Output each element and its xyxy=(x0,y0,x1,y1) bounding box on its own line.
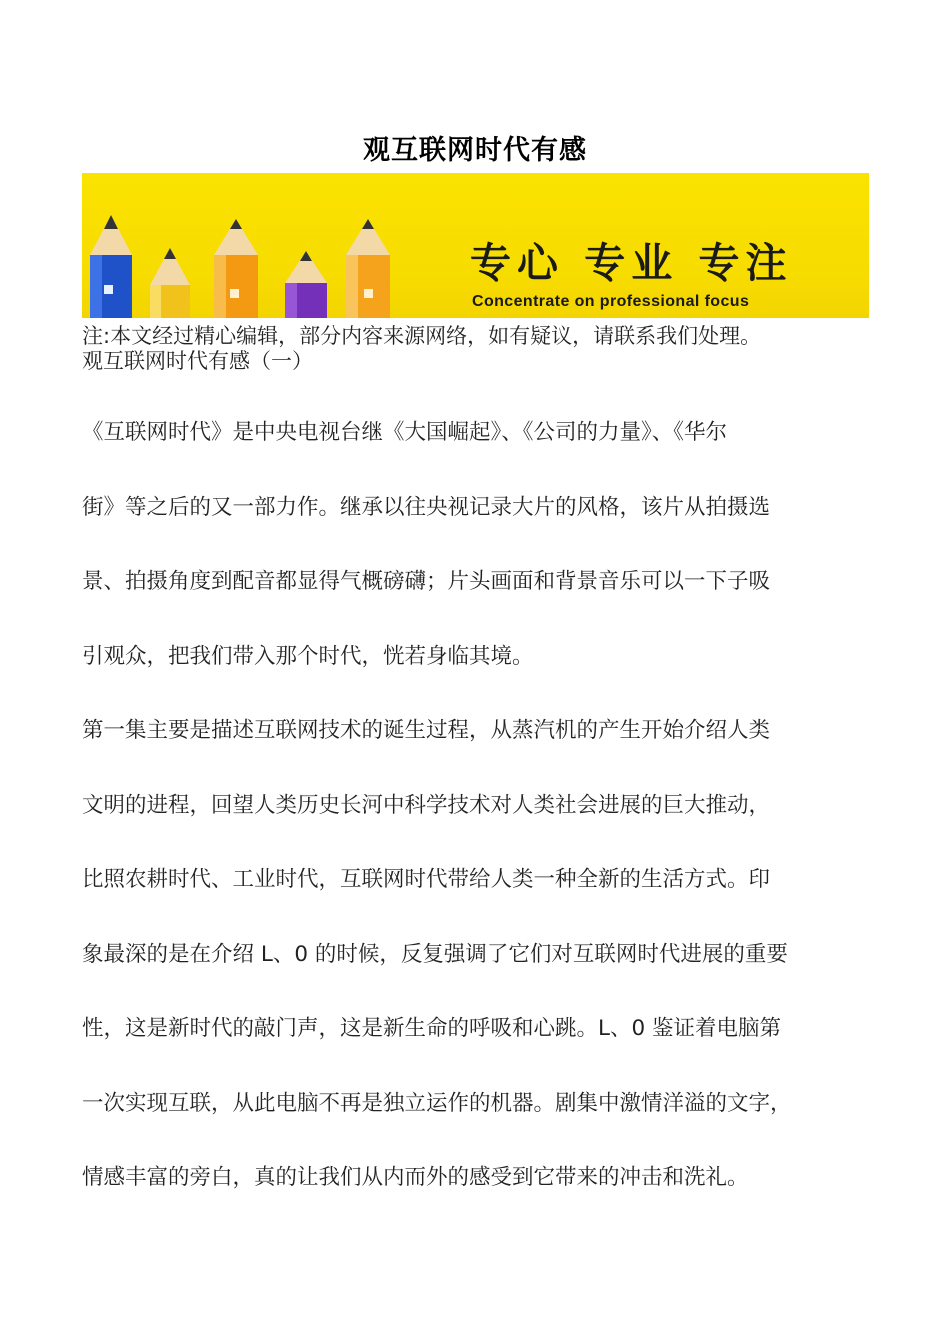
body-line: 比照农耕时代、工业时代，互联网时代带给人类一种全新的生活方式。印 xyxy=(82,867,771,892)
pencil-icon xyxy=(214,219,258,318)
body-line: 性，这是新时代的敲门声，这是新生命的呼吸和心跳。L、0 鉴证着电脑第 xyxy=(82,1016,781,1041)
body-line: 街》等之后的又一部力作。继承以往央视记录大片的风格，该片从拍摄选 xyxy=(82,495,771,520)
section-subtitle: 观互联网时代有感（一） xyxy=(82,349,313,373)
pencil-icon xyxy=(346,219,390,318)
editor-note: 注:本文经过精心编辑，部分内容来源网络，如有疑议，请联系我们处理。 xyxy=(82,324,762,348)
pencil-icon xyxy=(90,215,132,318)
body-line: 文明的进程，回望人类历史长河中科学技术对人类社会进展的巨大推动， xyxy=(82,793,771,818)
body-line: 第一集主要是描述互联网技术的诞生过程，从蒸汽机的产生开始介绍人类 xyxy=(82,718,771,743)
body-line: 象最深的是在介绍 L、0 的时候，反复强调了它们对互联网时代进展的重要 xyxy=(82,942,788,967)
body-line: 一次实现互联，从此电脑不再是独立运作的机器。剧集中激情洋溢的文字， xyxy=(82,1091,792,1116)
pencil-icon xyxy=(285,251,327,318)
banner-slogan-english: Concentrate on professional focus xyxy=(472,293,750,310)
pencil-icon xyxy=(150,248,190,318)
body-line: 情感丰富的旁白，真的让我们从内而外的感受到它带来的冲击和洗礼。 xyxy=(82,1165,749,1190)
body-line: 《互联网时代》是中央电视台继《大国崛起》、《公司的力量》、《华尔 xyxy=(82,420,728,445)
banner-slogan: 专心 专业 专注 xyxy=(470,239,793,287)
page-title: 观互联网时代有感 xyxy=(363,135,587,166)
body-line: 景、拍摄角度到配音都显得气概磅礴；片头画面和背景音乐可以一下子吸 xyxy=(82,569,771,594)
header-banner xyxy=(82,173,869,318)
body-line: 引观众，把我们带入那个时代，恍若身临其境。 xyxy=(82,644,534,669)
